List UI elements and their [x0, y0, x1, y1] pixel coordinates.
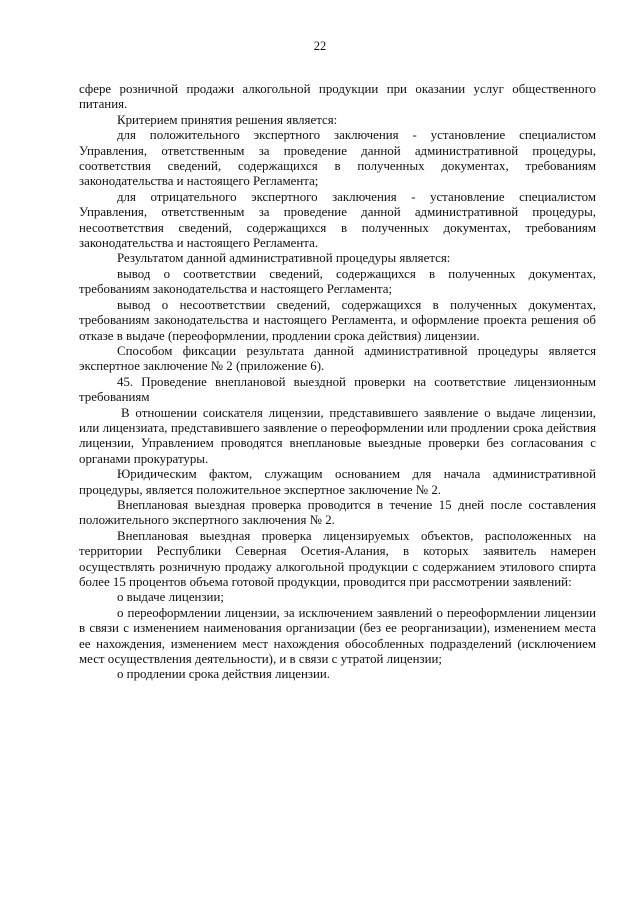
paragraph: В отношении соискателя лицензии, представившего заявление о выдаче лицензии, или лицензиата, представившего заявление о переоформлении или продлении срока действия лицензии, Управлением проводятся внеплановые выездные проверки без согласования с органами прокуратуры. [79, 405, 596, 466]
paragraph: Внеплановая выездная проверка проводится в течение 15 дней после составления положительного экспертного заключения № 2. [79, 497, 596, 528]
list-item: о переоформлении лицензии, за исключением заявлений о переоформлении лицензии в связи с изменением наименования организации (без ее реорганизации), изменением места ее нахождения, изменением мест нахождения обособленных подразделений (исключением мест осуществления деятельности), и в связи с утратой лицензии; [79, 605, 596, 667]
document-body [79, 82, 596, 683]
paragraph: Юридическим фактом, служащим основанием для начала административной процедуры, является положительное экспертное заключение № 2. [79, 467, 596, 497]
paragraph: Критерием принятия решения является: [117, 112, 338, 127]
paragraph: Результатом данной административной процедуры является: [117, 251, 451, 266]
paragraph: для положительного экспертного заключения - установление специалистом Управления, ответственным за проведение данной административной процедуры, соответствия сведений, содержащихся в полученных документах, требованиям законодательства и настоящего Регламента; [79, 128, 596, 189]
paragraph: вывод о соответствии сведений, содержащихся в полученных документах, требованиям законодательства и настоящего Регламента; [79, 266, 596, 297]
section-heading: 45. Проведение внеплановой выездной проверки на соответствие лицензионным требованиям [79, 374, 596, 405]
paragraph: Внеплановая выездная проверка лицензируемых объектов, расположенных на территории Республики Северная Осетия-Алания, в которых заявитель намерен осуществлять розничную продажу алкогольной продукции с содержанием этилового спирта более 15 процентов объема готовой продукции, проводится при рассмотрении заявлений: [79, 528, 596, 589]
list-item: о продлении срока действия лицензии. [117, 667, 330, 682]
paragraph: вывод о несоответствии сведений, содержащихся в полученных документах, требованиям законодательства и настоящего Регламента, и оформление проекта решения об отказе в выдаче (переоформлении, продлении срока действия) лицензии. [79, 297, 596, 343]
paragraph: Способом фиксации результата данной административной процедуры является экспертное заключение № 2 (приложение 6). [79, 343, 596, 374]
page-number: 22 [313, 39, 327, 53]
paragraph: сфере розничной продажи алкогольной продукции при оказании услуг общественного питания. [79, 82, 596, 112]
paragraph: для отрицательного экспертного заключения - установление специалистом Управления, ответственным за проведение данной административной процедуры, несоответствия сведений, содержащихся в полученных документах, требованиям законодательства и настоящего Регламента. [79, 189, 596, 251]
list-item: о выдаче лицензии; [117, 590, 224, 605]
